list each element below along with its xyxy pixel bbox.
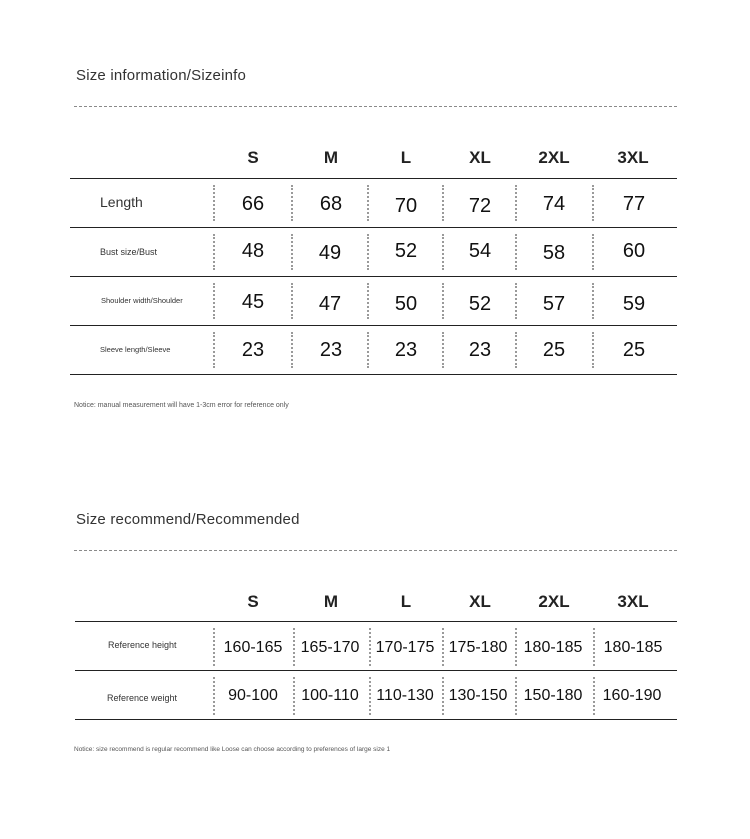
table-rule: [75, 719, 677, 720]
cell-value: 25: [622, 339, 646, 361]
column-divider: [515, 234, 517, 270]
cell-value: 100-110: [301, 687, 359, 704]
size-header-2xl: 2XL: [538, 148, 570, 167]
table-row: [0, 229, 750, 276]
table-row: [0, 623, 750, 670]
column-divider: [442, 332, 444, 368]
cell-value: 77: [622, 193, 646, 215]
size-header-m: M: [323, 148, 339, 167]
column-divider: [515, 185, 517, 221]
table-row: [0, 672, 750, 719]
column-divider: [213, 628, 215, 666]
column-divider: [592, 234, 594, 270]
column-divider: [291, 185, 293, 221]
cell-value: 25: [542, 339, 566, 361]
cell-value: 45: [241, 291, 265, 313]
cell-value: 47: [318, 293, 342, 315]
table-row: [0, 278, 750, 325]
column-divider: [442, 628, 444, 666]
size-header-2xl: 2XL: [538, 592, 570, 611]
cell-value: 52: [468, 293, 492, 315]
column-divider: [442, 185, 444, 221]
column-divider: [291, 283, 293, 319]
cell-value: 49: [318, 242, 342, 264]
row-label-bust: Bust size/Bust: [100, 247, 158, 257]
cell-value: 54: [468, 240, 492, 262]
column-divider: [291, 332, 293, 368]
table-rule: [70, 325, 677, 326]
column-divider: [367, 332, 369, 368]
column-divider: [213, 677, 215, 715]
cell-value: 23: [468, 339, 492, 361]
cell-value: 58: [542, 242, 566, 264]
recommend-notice: Notice: size recommend is regular recommend like Loose can choose according to preferences of large size 1: [74, 746, 391, 753]
cell-value: 50: [394, 293, 418, 315]
cell-value: 170-175: [375, 639, 435, 656]
table-rule: [75, 621, 677, 622]
size-recommend-title: Size recommend/Recommended: [76, 511, 300, 528]
cell-value: 74: [542, 193, 566, 215]
column-divider: [592, 185, 594, 221]
column-divider: [515, 677, 517, 715]
size-header-s: S: [247, 592, 259, 611]
table-row: [0, 180, 750, 227]
column-divider: [369, 677, 371, 715]
column-divider: [515, 283, 517, 319]
size-recommend-divider: [74, 550, 677, 551]
column-divider: [442, 234, 444, 270]
cell-value: 60: [622, 240, 646, 262]
size-info-divider: [74, 106, 677, 107]
table-rule: [70, 374, 677, 375]
row-label-shoulder: Shoulder width/Shoulder: [101, 296, 183, 305]
cell-value: 70: [394, 195, 418, 217]
column-divider: [593, 628, 595, 666]
cell-value: 66: [241, 193, 265, 215]
measurement-notice: Notice: manual measurement will have 1-3cm error for reference only: [74, 402, 289, 409]
column-divider: [213, 234, 215, 270]
cell-value: 52: [394, 240, 418, 262]
cell-value: 160-165: [223, 639, 283, 656]
table-row: [0, 327, 750, 374]
row-label-reference-weight: Reference weight: [107, 693, 178, 703]
column-divider: [293, 628, 295, 666]
column-divider: [442, 677, 444, 715]
cell-value: 180-185: [603, 639, 663, 656]
cell-value: 90-100: [228, 687, 278, 704]
size-header-m: M: [323, 592, 339, 611]
cell-value: 68: [319, 193, 343, 215]
size-header-l: L: [400, 592, 412, 611]
size-info-title: Size information/Sizeinfo: [76, 67, 247, 84]
column-divider: [592, 283, 594, 319]
cell-value: 57: [542, 293, 566, 315]
cell-value: 175-180: [448, 639, 508, 656]
column-divider: [367, 234, 369, 270]
cell-value: 23: [319, 339, 343, 361]
cell-value: 23: [394, 339, 418, 361]
cell-value: 180-185: [523, 639, 583, 656]
column-divider: [213, 185, 215, 221]
size-header-3xl: 3XL: [617, 148, 649, 167]
column-divider: [515, 332, 517, 368]
table-rule: [75, 670, 677, 671]
column-divider: [442, 283, 444, 319]
table-rule: [70, 227, 677, 228]
table-rule: [70, 178, 677, 179]
column-divider: [367, 283, 369, 319]
row-label-length: Length: [100, 194, 143, 210]
column-divider: [369, 628, 371, 666]
size-header-s: S: [247, 148, 259, 167]
cell-value: 150-180: [523, 687, 583, 704]
size-header-l: L: [400, 148, 412, 167]
column-divider: [293, 677, 295, 715]
column-divider: [515, 628, 517, 666]
column-divider: [593, 677, 595, 715]
cell-value: 130-150: [448, 687, 508, 704]
cell-value: 160-190: [602, 687, 662, 704]
cell-value: 48: [241, 240, 265, 262]
cell-value: 165-170: [300, 639, 360, 656]
row-label-sleeve: Sleeve length/Sleeve: [100, 345, 171, 354]
column-divider: [367, 185, 369, 221]
column-divider: [213, 332, 215, 368]
column-divider: [213, 283, 215, 319]
cell-value: 72: [468, 195, 492, 217]
cell-value: 59: [622, 293, 646, 315]
size-header-xl: XL: [469, 592, 491, 611]
size-header-3xl: 3XL: [617, 592, 649, 611]
column-divider: [592, 332, 594, 368]
column-divider: [291, 234, 293, 270]
row-label-reference-height: Reference height: [108, 640, 177, 650]
cell-value: 23: [241, 339, 265, 361]
cell-value: 110-130: [376, 687, 434, 704]
table-rule: [70, 276, 677, 277]
size-header-xl: XL: [469, 148, 491, 167]
